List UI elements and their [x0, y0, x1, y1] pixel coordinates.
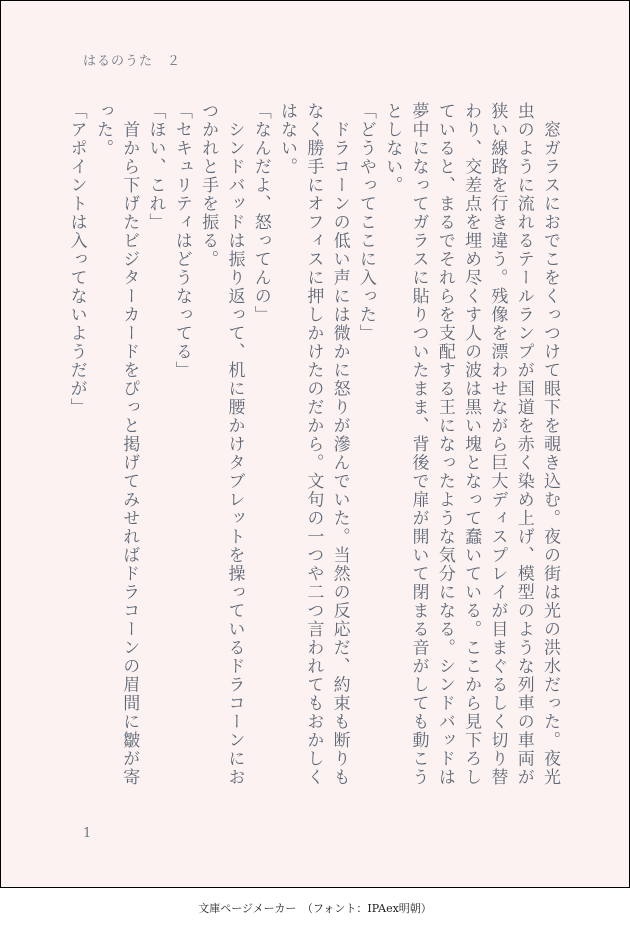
- vertical-body-text: [66, 102, 563, 802]
- paragraph: 「セキュリティはどうなってる」: [171, 102, 192, 380]
- paragraph: 「アポイントは入ってないようだが」: [66, 102, 87, 417]
- paragraph: 「なんだよ、怒ってんの」: [250, 102, 271, 324]
- page-header-title: はるのうた ２: [83, 54, 182, 69]
- paragraph: 窓ガラスにおでこをくっつけて眼下を覗き込む。夜の街は光の洪水だった。夜光虫のように流れるテールランプが国道を赤く染め上げ、模型のような列車の車両が狭い線路を行き違う。残像を漂わせながら巨大ディスプレイが目まぐるしく切り替わり、交差点を埋め尽くす人の波は黒い塊となって蠢いている。ここから見下ろしていると、まるでそれらを支配する王になったような気分になる。シンドバッドは夢中になってガラスに貼りついたまま、背後で扉が開いて閉まる音がしても動こうとしない。: [382, 102, 560, 787]
- paragraph: シンドバッドは振り返って、机に腰かけタブレットを操っているドラコーンにおつかれと手を振る。: [198, 102, 245, 787]
- paragraph: 「どうやってここに入った」: [355, 102, 376, 343]
- page-number: 1: [83, 826, 92, 841]
- paragraph: 「ほい、これ」: [145, 102, 166, 232]
- paragraph: 首から下げたビジターカードをぴっと掲げてみせればドラコーンの眉間に皺が寄った。: [92, 102, 140, 787]
- paragraph: ドラコーンの低い声には微かに怒りが滲んでいた。当然の反応だ、約束も断りもなく勝手にオフィスに押しかけたのだから。文句の一つや二つ言われてもおかしくはない。: [277, 102, 350, 787]
- footer-credit: 文庫ページメーカー （フォント：IPAex明朝）: [198, 902, 432, 915]
